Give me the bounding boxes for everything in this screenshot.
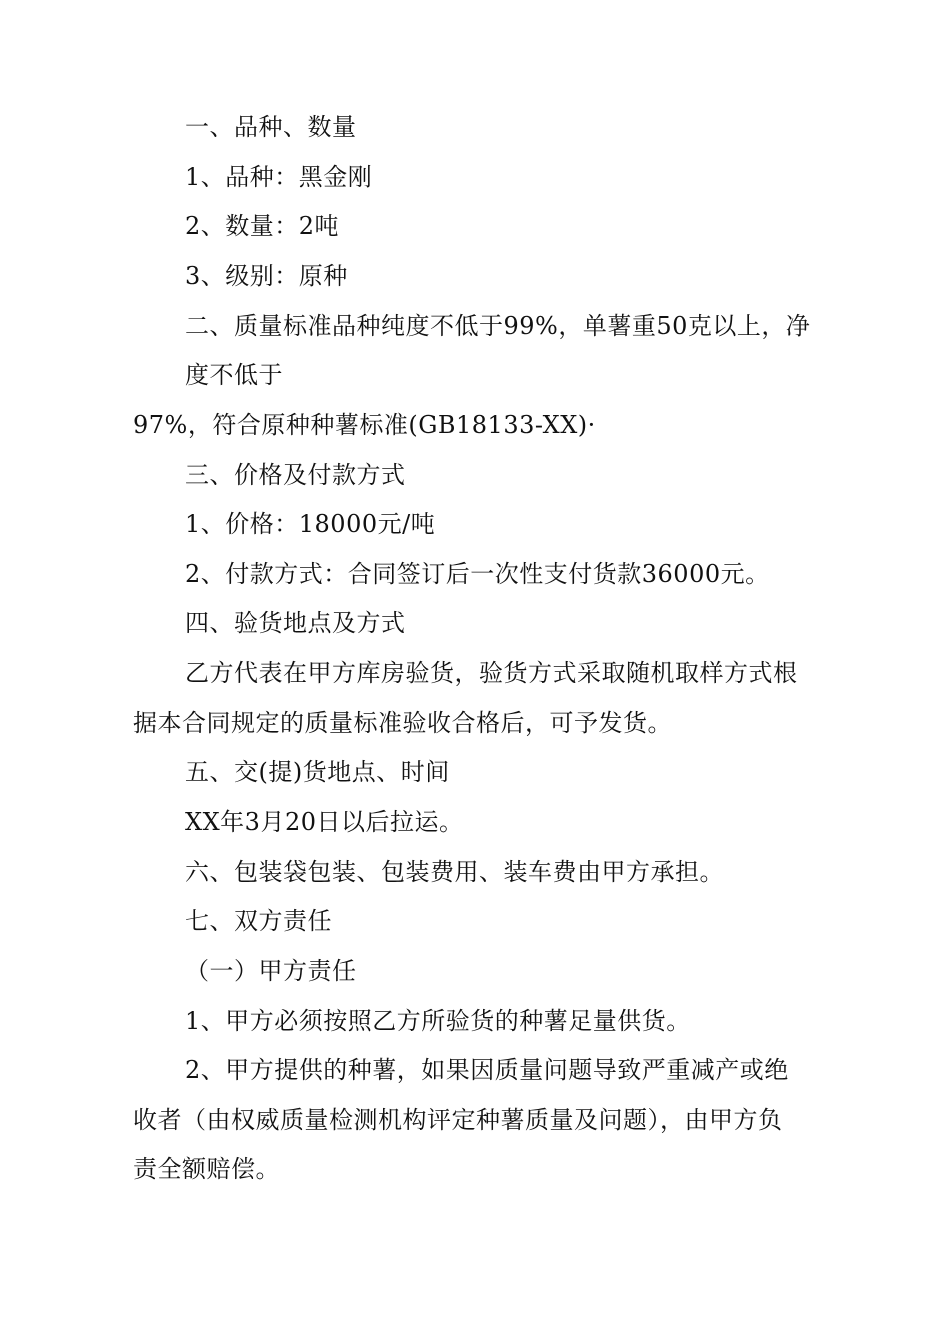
text-line-variety: 1、品种：黑金刚 xyxy=(185,163,373,191)
text-line-party-a-item-2-end: 责全额赔偿。 xyxy=(133,1155,280,1183)
text-line-payment-method: 2、付款方式：合同签订后一次性支付货款36000元。 xyxy=(185,560,770,588)
section-heading-inspection: 四、验货地点及方式 xyxy=(185,609,406,637)
text-line-delivery-date: XX年3月20日以后拉运。 xyxy=(185,808,464,836)
text-line-grade: 3、级别：原种 xyxy=(185,262,348,290)
text-line-party-a-item-1: 1、甲方必须按照乙方所验货的种薯足量供货。 xyxy=(185,1007,691,1035)
text-line-price: 1、价格：18000元/吨 xyxy=(185,510,436,538)
section-heading-price-payment: 三、价格及付款方式 xyxy=(185,461,406,489)
section-heading-responsibilities: 七、双方责任 xyxy=(185,907,332,935)
text-line-inspection: 乙方代表在甲方库房验货，验货方式采取随机取样方式根 xyxy=(185,659,798,687)
text-line-quality-standard-ref: 97%，符合原种种薯标准(GB18133-XX)· xyxy=(133,411,596,439)
text-line-party-a-item-2: 2、甲方提供的种薯，如果因质量问题导致严重减产或绝 xyxy=(185,1056,789,1084)
section-heading-delivery: 五、交(提)货地点、时间 xyxy=(185,758,450,786)
section-heading-variety-quantity: 一、品种、数量 xyxy=(185,113,357,141)
text-line-quantity: 2、数量：2吨 xyxy=(185,212,340,240)
subheading-party-a-responsibility: （一）甲方责任 xyxy=(185,957,357,985)
section-heading-quality-standard: 二、质量标准品种纯度不低于99%，单薯重50克以上，净 xyxy=(185,312,811,340)
section-heading-packaging: 六、包装袋包装、包装费用、装车费由甲方承担。 xyxy=(185,858,724,886)
text-line-quality-cont: 度不低于 xyxy=(185,361,283,389)
text-line-inspection-cont: 据本合同规定的质量标准验收合格后，可予发货。 xyxy=(133,709,672,737)
text-line-party-a-item-2-cont: 收者（由权威质量检测机构评定种薯质量及问题），由甲方负 xyxy=(133,1106,783,1134)
